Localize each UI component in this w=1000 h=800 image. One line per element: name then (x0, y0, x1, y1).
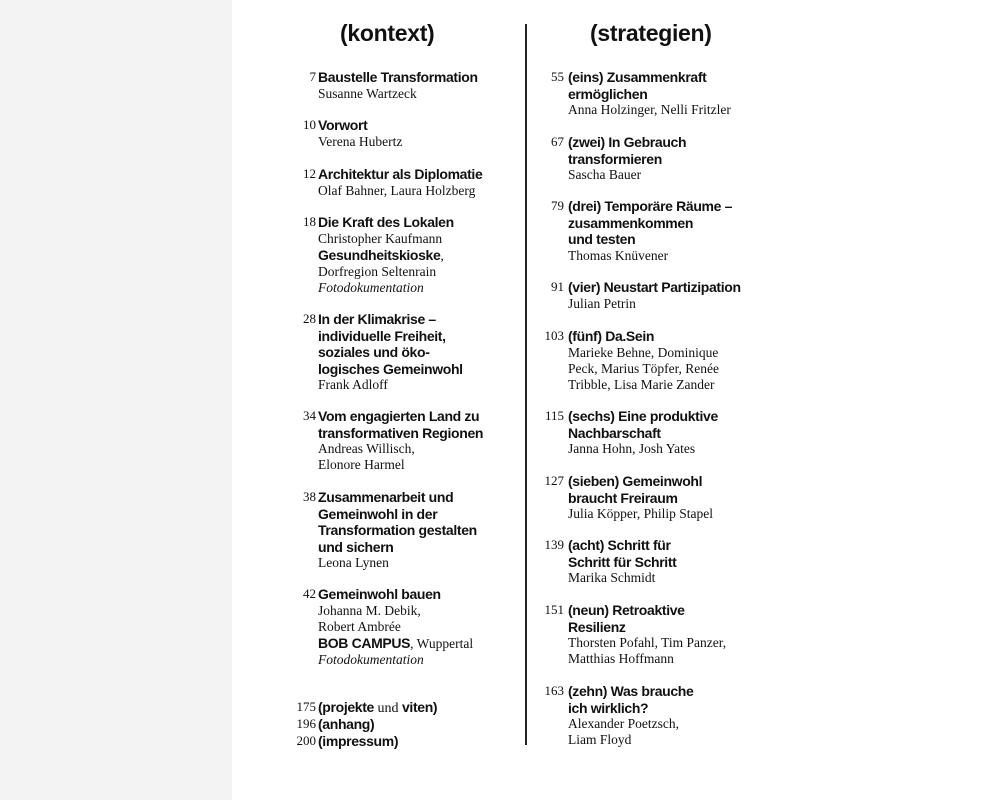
entry-title: transformativen Regionen (318, 424, 484, 441)
toc-entry-strategien[interactable] (551, 198, 733, 264)
entry-author: Thorsten Pofahl, Tim Panzer, (568, 635, 727, 650)
entry-title: Die Kraft des Lokalen (318, 214, 454, 230)
toc-entry-strategien[interactable] (551, 279, 741, 312)
heading-kontext: (kontext) (340, 20, 435, 46)
page-number: 18 (303, 214, 316, 229)
page-number: 79 (551, 198, 564, 213)
entry-title: (anhang) (318, 716, 375, 732)
entry-subtitle: BOB CAMPUS, Wuppertal (318, 634, 474, 651)
page-number: 196 (296, 716, 316, 731)
entry-title: Vorwort (318, 117, 368, 133)
page-number: 42 (303, 586, 316, 601)
entry-title: Vom engagierten Land zu (318, 408, 480, 424)
entry-author: Andreas Willisch, (318, 441, 415, 456)
entry-author: Julia Köpper, Philip Stapel (568, 506, 713, 521)
entry-author: Alexander Poetzsch, (568, 716, 679, 731)
entry-author: Thomas Knüvener (568, 247, 669, 263)
entry-author: Robert Ambrée (318, 618, 401, 634)
entry-title: Architektur als Diplomatie (318, 166, 483, 182)
entry-title: (fünf) Da.Sein (568, 328, 655, 344)
entry-author: Elonore Harmel (318, 457, 405, 472)
entry-author: Christopher Kaufmann (318, 230, 443, 246)
entry-author: Marieke Behne, Dominique (568, 344, 719, 360)
toc-entry-strategien[interactable] (544, 602, 727, 667)
entry-author: Verena Hubertz (318, 133, 403, 149)
entry-author: Julian Petrin (568, 295, 636, 311)
page-number: 34 (303, 408, 316, 423)
toc-entry-strategien[interactable] (551, 134, 687, 183)
entry-title: (zehn) Was brauche (568, 683, 694, 699)
toc-entry-kontext[interactable] (303, 214, 454, 296)
toc-entry-strategien[interactable] (544, 683, 694, 748)
entry-author: Olaf Bahner, Laura Holzberg (318, 182, 476, 198)
page-number: 115 (544, 408, 564, 423)
entry-author: Frank Adloff (318, 377, 388, 392)
heading-strategien: (strategien) (590, 20, 712, 46)
entry-location: Dorfregion Seltenrain (318, 263, 437, 279)
entry-title: Resilienz (568, 618, 626, 635)
page-number: 200 (296, 733, 316, 748)
entry-title: (projekte und viten) (318, 699, 438, 716)
entry-title: zusammenkommen (568, 214, 694, 231)
page-number: 7 (309, 69, 316, 84)
entry-title: Gemeinwohl in der (318, 505, 438, 522)
entry-author: Anna Holzinger, Nelli Fritzler (568, 102, 731, 117)
entry-author: Matthias Hoffmann (568, 651, 674, 666)
entry-title: Zusammenarbeit und (318, 489, 454, 505)
toc-entry-kontext[interactable] (303, 166, 483, 199)
entry-author: Janna Hohn, Josh Yates (568, 441, 696, 456)
entry-title: (drei) Temporäre Räume – (568, 198, 733, 214)
entry-author: Marika Schmidt (568, 570, 656, 585)
entry-title: ermöglichen (568, 85, 648, 102)
toc-entry-kontext[interactable] (309, 69, 478, 102)
entry-author: Liam Floyd (568, 732, 632, 747)
entry-title: Transformation gestalten (318, 522, 477, 538)
page-number: 139 (544, 537, 564, 552)
entry-title: (eins) Zusammenkraft (568, 69, 707, 85)
toc-entry-kontext[interactable] (303, 117, 403, 150)
entry-title: (sechs) Eine produktive (568, 408, 718, 424)
toc-entry-back-matter[interactable] (296, 699, 438, 718)
column-divider (525, 24, 527, 745)
entry-title: und sichern (318, 538, 394, 555)
entry-note: Fotodokumentation (318, 279, 424, 295)
entry-title: (vier) Neustart Partizipation (568, 279, 741, 295)
entry-title: soziales und öko- (318, 344, 430, 360)
page-number: 28 (303, 311, 316, 326)
entry-author: Leona Lynen (318, 555, 389, 570)
entry-title: individuelle Freiheit, (318, 327, 446, 344)
entry-title: (sieben) Gemeinwohl (568, 473, 703, 489)
toc-entry-back-matter[interactable] (296, 716, 375, 733)
toc-entry-strategien[interactable] (544, 473, 713, 522)
entry-note: Fotodokumentation (318, 651, 424, 667)
toc-entry-kontext[interactable] (303, 408, 484, 473)
entry-author: Tribble, Lisa Marie Zander (568, 376, 715, 392)
toc-entry-strategien[interactable] (544, 408, 718, 457)
page-number: 38 (303, 489, 316, 504)
toc-entry-back-matter[interactable] (296, 733, 399, 750)
page-number: 175 (296, 699, 316, 714)
page-number: 67 (551, 134, 564, 149)
page-number: 91 (551, 279, 564, 294)
toc-entry-strategien[interactable] (544, 328, 720, 393)
toc-entry-kontext[interactable] (303, 489, 477, 571)
entry-title: In der Klimakrise – (318, 311, 436, 327)
entry-title: Schritt für Schritt (568, 553, 677, 570)
entry-title: (acht) Schritt für (568, 537, 671, 553)
entry-title: transformieren (568, 150, 662, 167)
entry-title: Nachbarschaft (568, 424, 661, 441)
page-number: 55 (551, 69, 564, 84)
entry-title: (neun) Retroaktive (568, 602, 685, 618)
entry-author: Sascha Bauer (568, 167, 642, 182)
page-number: 127 (544, 473, 564, 488)
toc-entry-kontext[interactable] (303, 311, 463, 393)
page-number: 103 (544, 328, 564, 343)
toc-entry-strategien[interactable] (551, 69, 731, 118)
entry-title: braucht Freiraum (568, 489, 678, 506)
entry-author: Peck, Marius Töpfer, Renée (568, 360, 720, 376)
page-number: 151 (544, 602, 564, 617)
entry-author: Susanne Wartzeck (318, 85, 417, 101)
entry-title: (impressum) (318, 733, 399, 749)
entry-title: ich wirklich? (568, 699, 649, 716)
entry-title: und testen (568, 231, 636, 247)
entry-title: logisches Gemeinwohl (318, 360, 463, 377)
toc-entry-kontext[interactable] (303, 586, 474, 668)
entry-title: Baustelle Transformation (318, 69, 478, 85)
entry-subtitle: Gesundheitskioske, (318, 246, 444, 263)
entry-author: Johanna M. Debik, (318, 602, 421, 618)
entry-title: (zwei) In Gebrauch (568, 134, 687, 150)
page-number: 12 (303, 166, 316, 181)
page-number: 163 (544, 683, 564, 698)
toc-entry-strategien[interactable] (544, 537, 677, 586)
entry-title: Gemeinwohl bauen (318, 586, 441, 602)
page-number: 10 (303, 117, 316, 132)
